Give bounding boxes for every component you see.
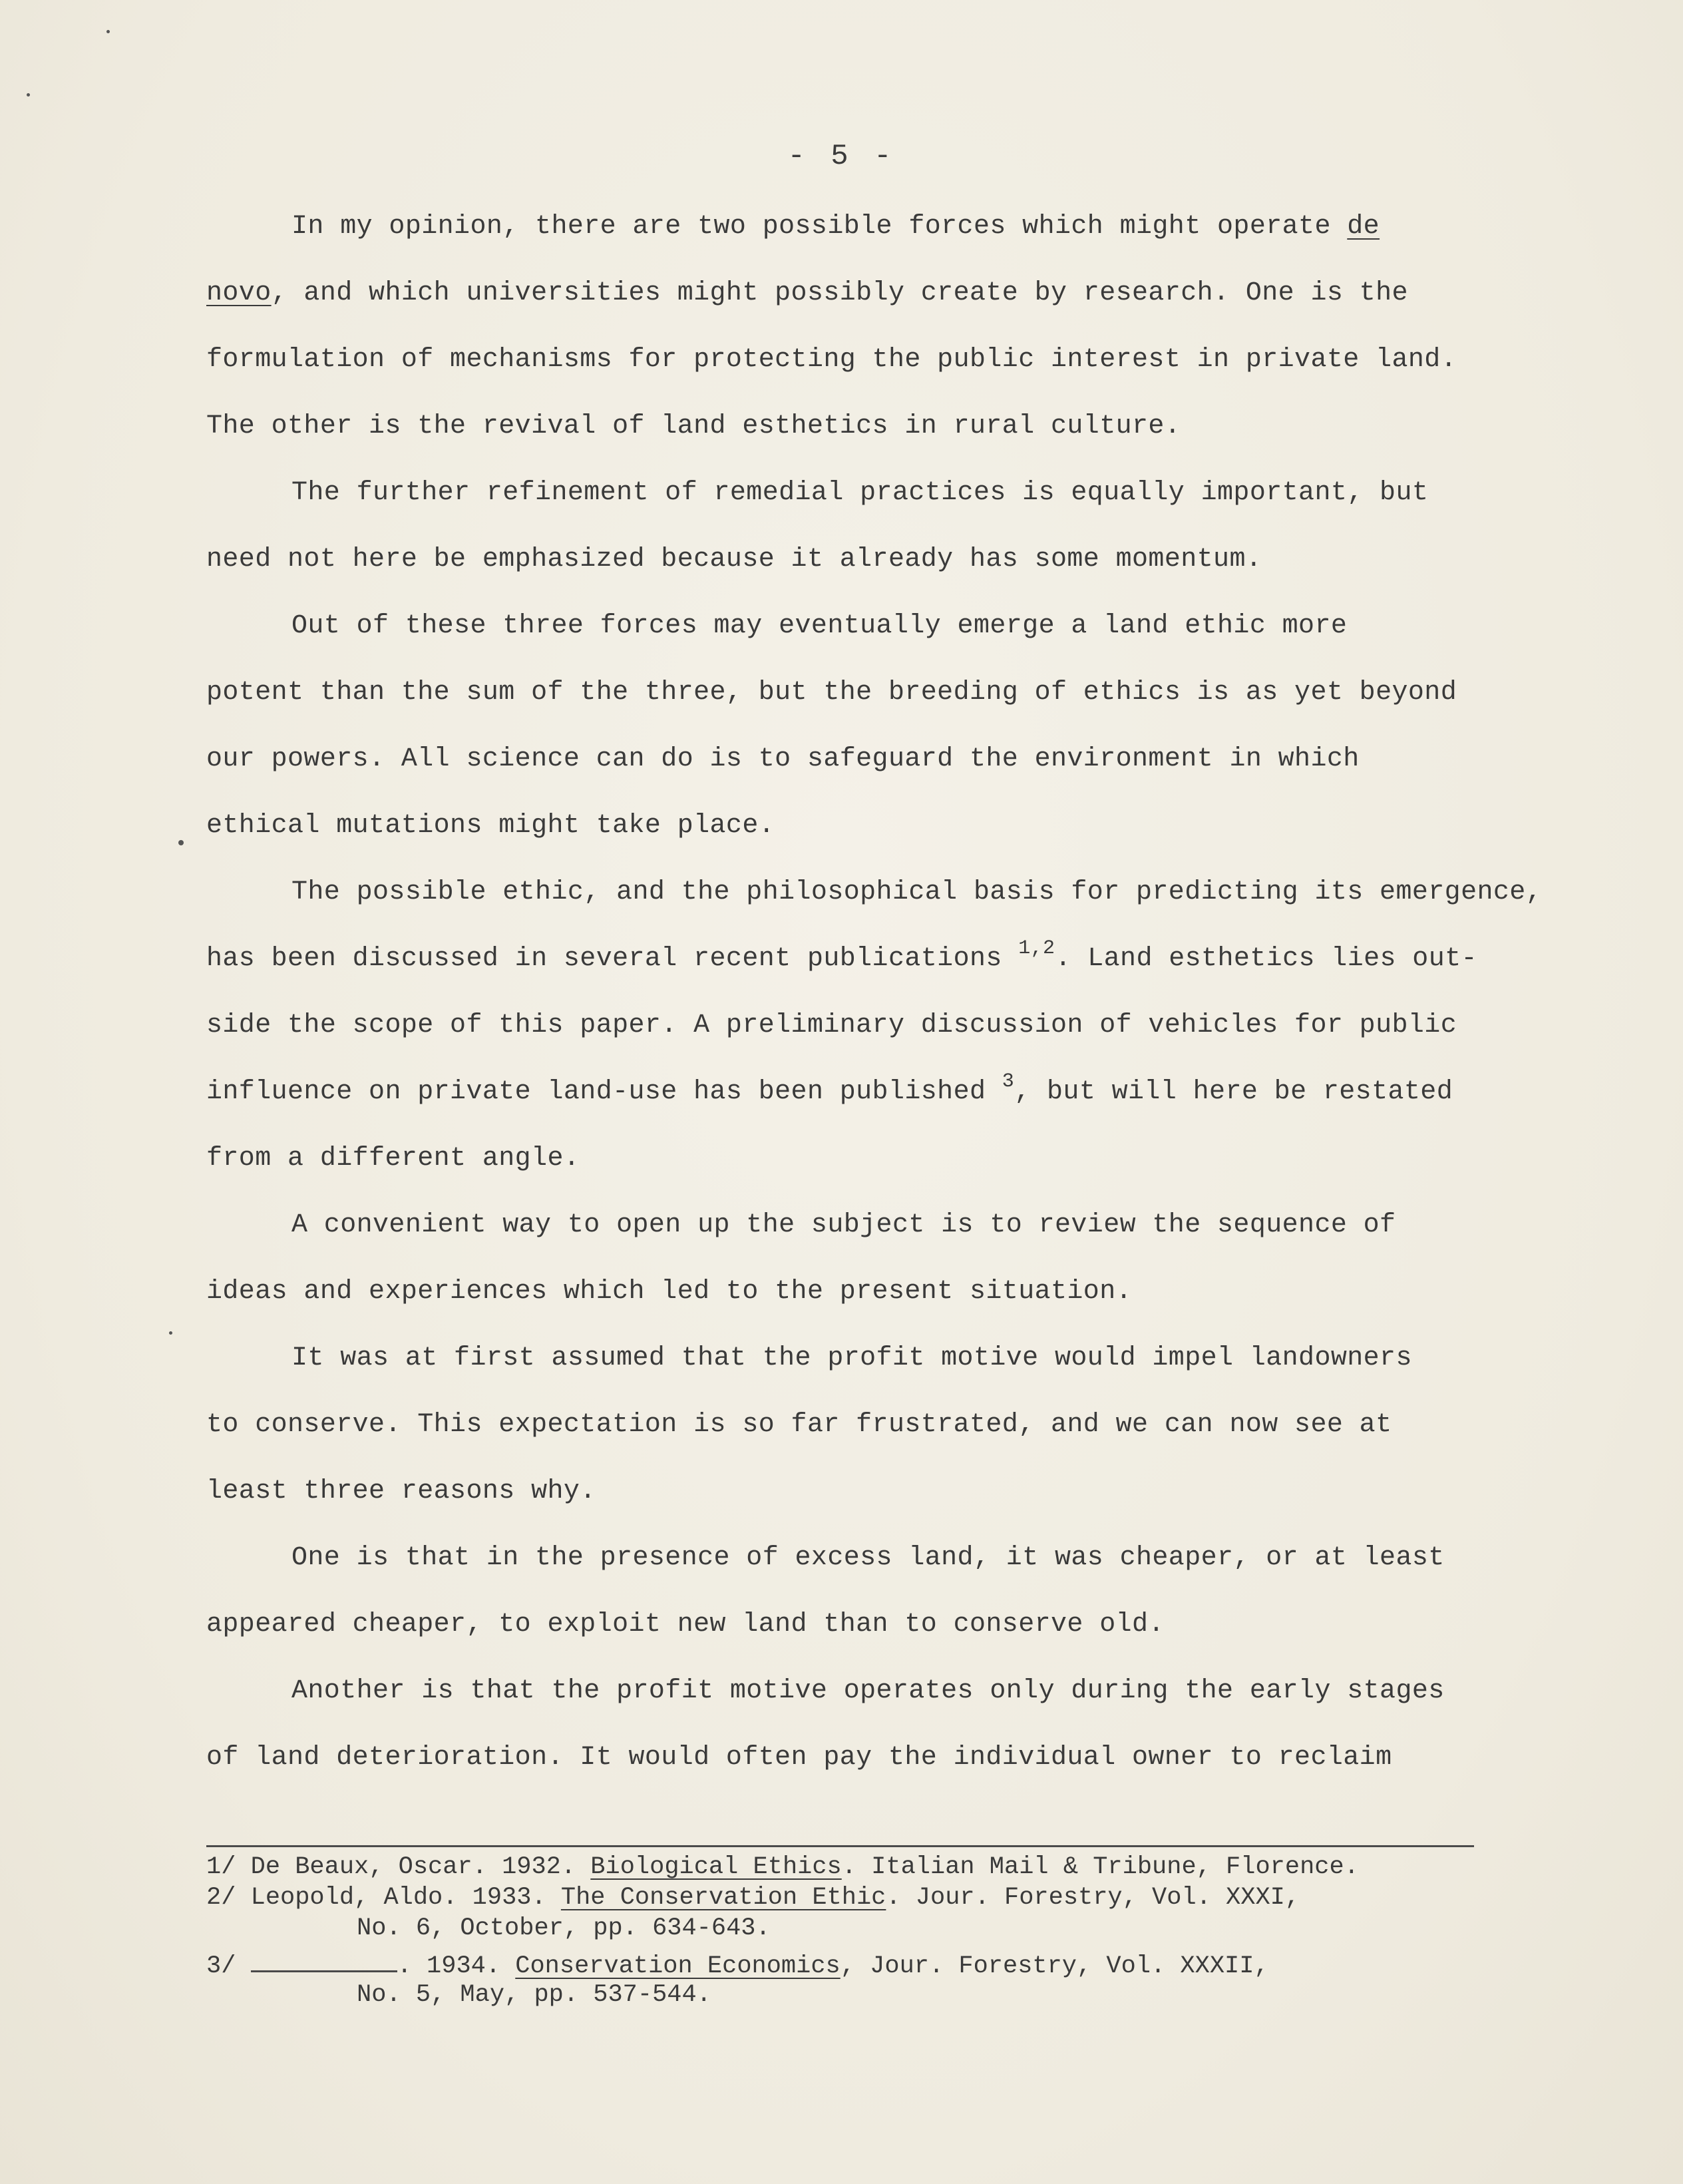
p3-line-4: ethical mutations might take place. [206,811,775,841]
footnote-3-cont: No. 5, May, pp. 537-544. [357,1981,711,2009]
page-number: - 5 - [787,140,896,173]
footnote-3: 3/ . 1934. Conservation Economics, Jour. Forestry, Vol. XXXII, [206,1950,1269,1980]
citation-3: 3 [1002,1070,1015,1093]
p1-line-3: formulation of mechanisms for protecting the public interest in private land. [206,345,1457,375]
p5-line-2: ideas and experiences which led to the present situation. [206,1277,1133,1307]
p8-line-1: Another is that the profit motive operates only during the early stages [291,1676,1445,1706]
paper-speck [169,1331,172,1335]
footnote-2: 2/ Leopold, Aldo. 1933. The Conservation Ethic. Jour. Forestry, Vol. XXXI, [206,1884,1300,1912]
paper-speck [178,840,184,845]
p3-line-1: Out of these three forces may eventually emerge a land ethic more [291,611,1348,641]
p6-line-1: It was at first assumed that the profit motive would impel landowners [291,1343,1412,1373]
p5-line-1: A convenient way to open up the subject is to review the sequence of [291,1210,1396,1240]
footnote-rule [206,1845,1474,1847]
p7-line-1: One is that in the presence of excess land, it was cheaper, or at least [291,1543,1445,1573]
p2-line-2: need not here be emphasized because it already has some momentum. [206,545,1262,574]
paper-speck [27,93,30,97]
p1-line-4: The other is the revival of land esthetics in rural culture. [206,411,1181,441]
p4-line-3: side the scope of this paper. A preliminary discussion of vehicles for public [206,1010,1457,1040]
p4-line-5: from a different angle. [206,1144,580,1174]
paper-speck [106,30,110,33]
p2-line-1: The further refinement of remedial practices is equally important, but [291,478,1429,508]
p3-line-3: our powers. All science can do is to safeguard the environment in which [206,744,1360,774]
footnote-1: 1/ De Beaux, Oscar. 1932. Biological Ethics. Italian Mail & Tribune, Florence. [206,1853,1359,1881]
p4-line-4: influence on private land-use has been published $^3$, but will here be restated [206,1070,1453,1107]
p1-line-1: In my opinion, there are two possible forces which might operate de [291,212,1380,242]
underlined-novo: novo [206,278,272,308]
p4-line-2: has been discussed in several recent publications $^{1,2}$. Land esthetics lies out- [206,937,1477,974]
p6-line-2: to conserve. This expectation is so far frustrated, and we can now see at [206,1410,1392,1440]
p8-line-2: of land deterioration. It would often pay the individual owner to reclaim [206,1743,1392,1773]
p7-line-2: appeared cheaper, to exploit new land than to conserve old. [206,1610,1165,1639]
ditto-blank [251,1950,397,1972]
citation-1-2: 1,2 [1018,937,1055,960]
underlined-de: de [1347,212,1380,242]
p4-line-1: The possible ethic, and the philosophical basis for predicting its emergence, [291,877,1543,907]
footnote-2-cont: No. 6, October, pp. 634-643. [357,1914,771,1942]
p1-line-2: novo, and which universities might possibly create by research. One is the [206,278,1408,308]
p6-line-3: least three reasons why. [206,1476,596,1506]
p3-line-2: potent than the sum of the three, but the breeding of ethics is as yet beyond [206,678,1457,708]
